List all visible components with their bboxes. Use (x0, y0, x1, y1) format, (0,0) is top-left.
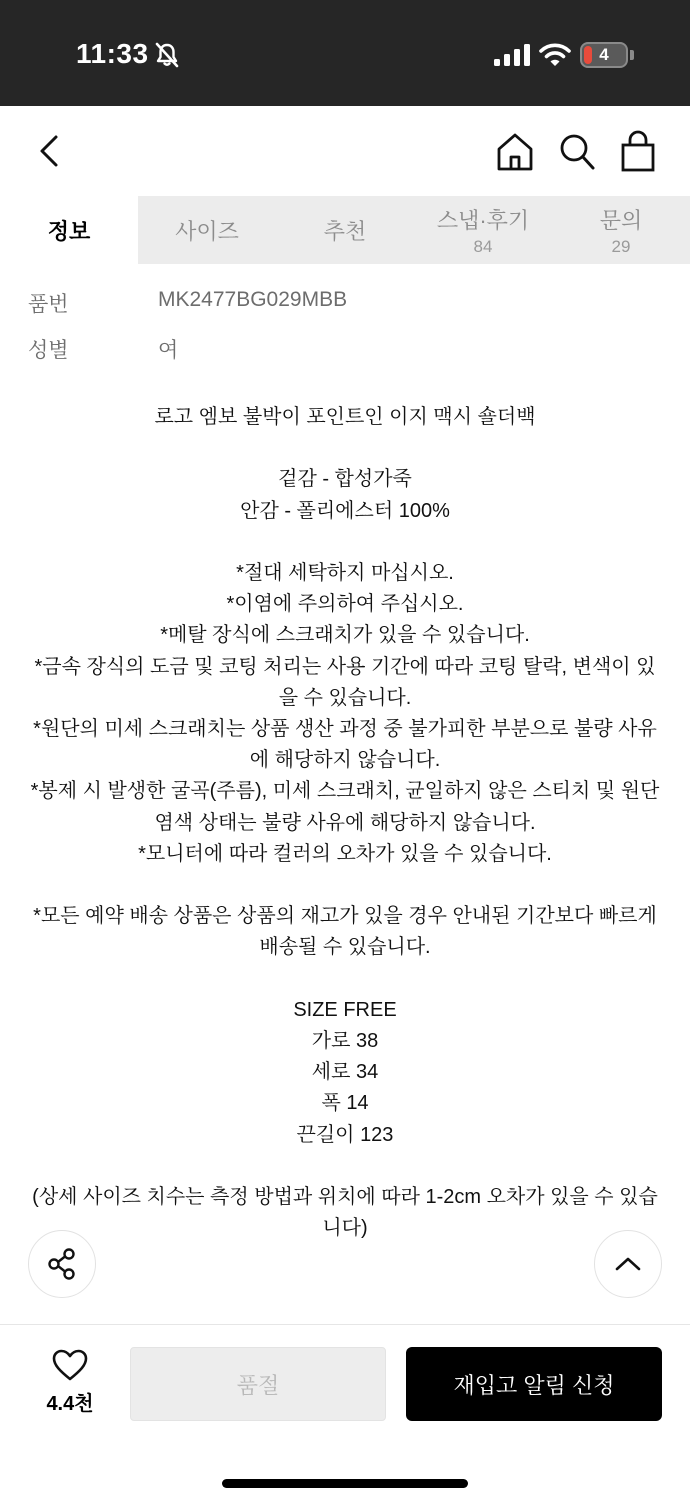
description-line: *금속 장식의 도금 및 코팅 처리는 사용 기간에 따라 코팅 탈락, 변색이 있 (34, 655, 656, 678)
description-line: 니다) (322, 1217, 368, 1240)
tab-label: 정보 (47, 218, 91, 244)
description-line (24, 527, 666, 558)
tab-label: 사이즈 (175, 218, 239, 244)
wifi-icon (539, 42, 571, 68)
description-line: *메탈 장식에 스크래치가 있을 수 있습니다. (160, 624, 530, 647)
scroll-to-top-button[interactable] (594, 1230, 662, 1298)
restock-alert-button[interactable]: 재입고 알림 신청 (406, 1347, 662, 1421)
description-line: 염색 상태는 불량 사유에 해당하지 않습니다. (154, 811, 536, 834)
description-line (24, 433, 666, 464)
description-line: 을 수 있습니다. (278, 686, 412, 709)
home-icon[interactable] (496, 132, 534, 172)
description-line: 로고 엠보 불박이 포인트인 이지 맥시 숄더백 (154, 406, 536, 428)
chevron-up-icon (613, 1254, 643, 1274)
status-bar (0, 0, 690, 106)
description-line: 폭 14 (321, 1092, 369, 1115)
like-button[interactable] (34, 1349, 106, 1416)
description-line: *모니터에 따라 컬러의 오차가 있을 수 있습니다. (138, 842, 552, 865)
soldout-button: 품절 (130, 1347, 386, 1421)
search-icon[interactable] (558, 132, 596, 172)
shopping-bag-icon[interactable] (620, 130, 656, 172)
battery-indicator (580, 42, 628, 68)
tab-info[interactable] (0, 196, 138, 264)
gender-value: 여 (158, 339, 179, 362)
tab-count: 29 (611, 236, 631, 256)
description-line (24, 1151, 666, 1182)
description-line: *봉제 시 발생한 굴곡(주름), 미세 스크래치, 균일하지 않은 스티치 및 원단 (30, 780, 660, 803)
battery-level: 4 (599, 45, 609, 64)
status-time: 11:33 (76, 38, 149, 69)
description-line: (상세 사이즈 치수는 측정 방법과 위치에 따라 1-2cm 오차가 있을 수 있습 (32, 1186, 658, 1208)
tab-label: 문의 (599, 207, 643, 233)
description-line: 겉감 - 합성가죽 (278, 468, 412, 491)
description-line: 가로 38 (311, 1030, 379, 1052)
description-line (24, 964, 666, 995)
like-count: 4.4천 (46, 1393, 94, 1415)
product-number-label: 품번 (28, 293, 69, 316)
share-icon (45, 1247, 79, 1281)
description-line: *모든 예약 배송 상품은 상품의 재고가 있을 경우 안내된 기간보다 빠르게 (33, 905, 657, 928)
top-navigation (0, 106, 690, 196)
bottom-action-bar (0, 1324, 690, 1500)
share-button[interactable] (28, 1230, 96, 1298)
tab-size[interactable] (138, 196, 276, 264)
tab-snap-review[interactable] (414, 196, 552, 264)
description-line: SIZE FREE (293, 998, 397, 1021)
heart-icon (52, 1349, 88, 1381)
tab-label: 스냅·후기 (436, 207, 530, 233)
product-tabs (0, 196, 690, 264)
signal-icon (494, 44, 530, 66)
gender-label: 성별 (28, 339, 69, 362)
product-number-value: MK2477BG029MBB (158, 288, 348, 311)
description-line (24, 870, 666, 901)
description-line: *원단의 미세 스크래치는 상품 생산 과정 중 불가피한 부분으로 불량 사유 (33, 718, 657, 740)
tab-recommend[interactable] (276, 196, 414, 264)
description-line: *절대 세탁하지 마십시오. (236, 561, 454, 584)
back-icon[interactable] (36, 134, 62, 168)
tab-inquiry[interactable] (552, 196, 690, 264)
tab-label: 추천 (323, 218, 367, 244)
tab-count: 84 (473, 236, 493, 256)
description-line: *이염에 주의하여 주십시오. (226, 593, 464, 616)
description-line: 안감 - 폴리에스터 100% (240, 499, 450, 522)
home-indicator (222, 1479, 468, 1488)
description-line: 끈길이 123 (296, 1123, 394, 1146)
product-description (24, 402, 666, 1244)
description-line: 세로 34 (311, 1061, 379, 1084)
description-line: 에 해당하지 않습니다. (249, 749, 441, 772)
description-line: 배송될 수 있습니다. (259, 936, 431, 959)
bell-off-icon (154, 42, 180, 68)
